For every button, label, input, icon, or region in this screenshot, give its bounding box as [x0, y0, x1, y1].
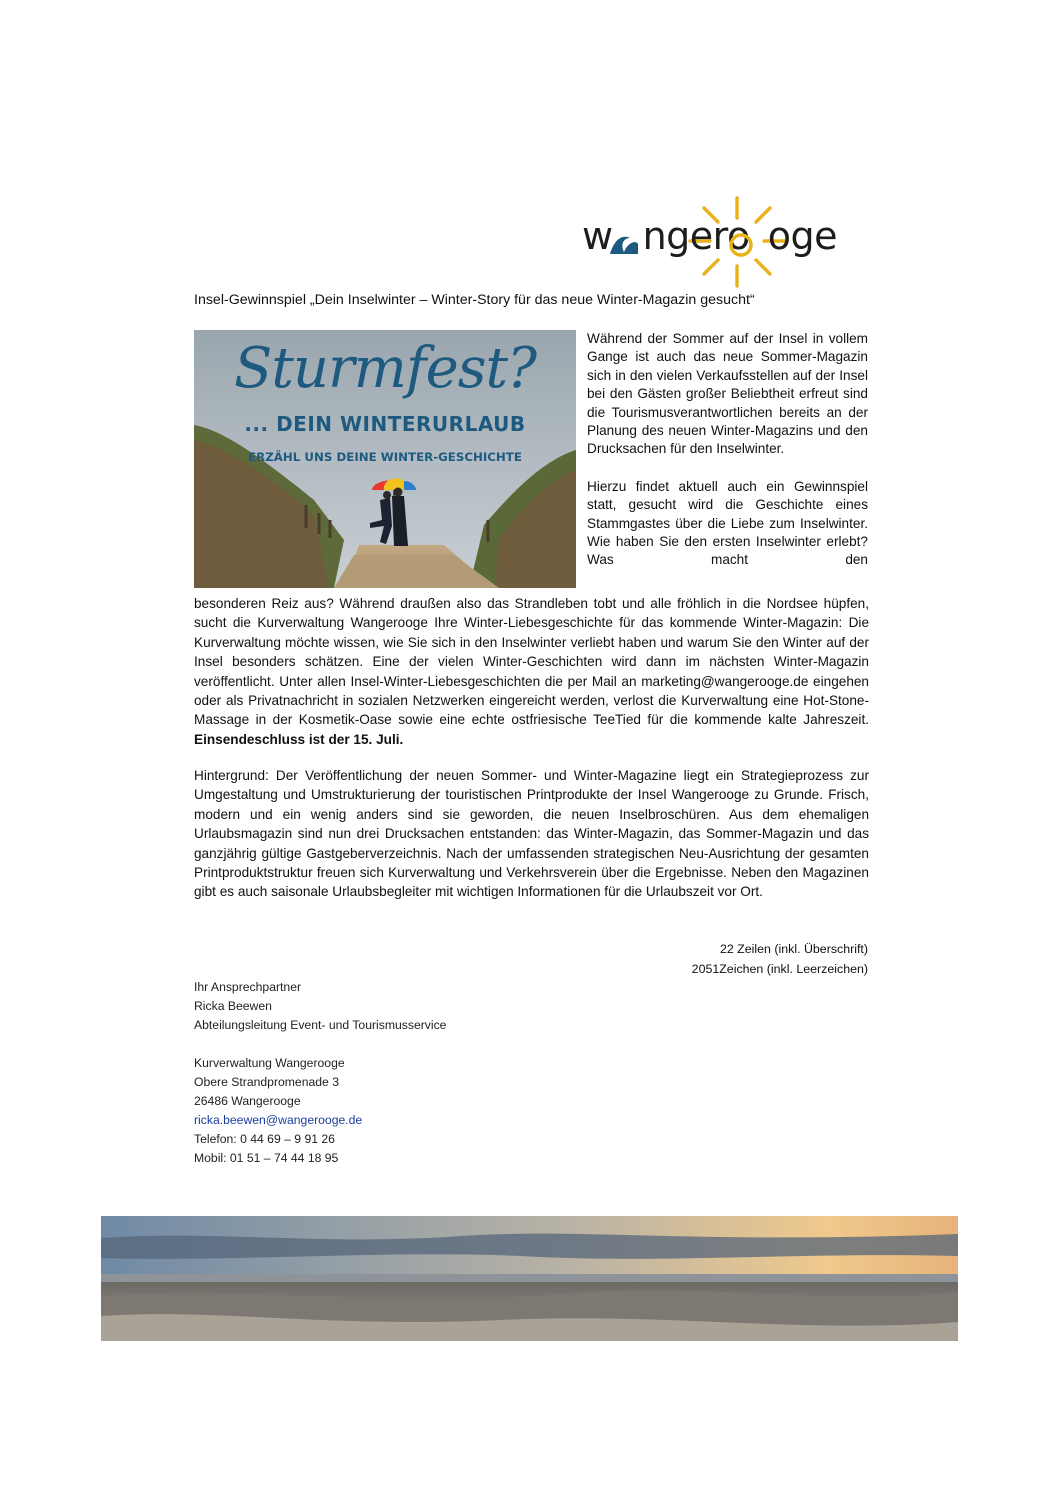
panorama-image	[101, 1216, 958, 1341]
promo-subtitle: ... DEIN WINTERURLAUB	[244, 412, 526, 436]
logo-wordmark: w ngero oge	[582, 214, 837, 258]
contact-role: Abteilungsleitung Event- und Tourismusservice	[194, 1018, 447, 1032]
contact-block	[194, 978, 594, 1168]
wave-icon	[608, 230, 640, 258]
contact-name: Ricka Beewen	[194, 999, 272, 1013]
continuation-text: besonderen Reiz aus? Während draußen also das Strandleben tobt und alle fröhlich in die Nordsee hüpfen, sucht die Kurverwaltung Wangerooge Ihre Winter-Liebesgeschichte für das kommende Winter-Magazin: Die Kurverwaltung möchte wissen, wie Sie sich in den Inselwinter verliebt haben und warum Sie den Winter auf der Insel besonders schätzen. Eine der vielen Winter-Geschichten wird dann im nächsten Winter-Magazin veröffentlicht. Unter allen Insel-Winter-Liebesgeschichten die per Mail an marketing@wangerooge.de eingehen oder als Privatnachricht in sozialen Netzwerken eingereicht werden, verlost die Kurverwaltung eine Hot-Stone-Massage in der Kosmetik-Oase sowie eine echte ostfriesische TeeTied für die kommende kalte Jahreszeit.	[194, 596, 869, 728]
contest-paragraph: Hierzu findet aktuell auch ein Gewinnspiel statt, gesucht wird die Geschichte eines Stammgastes über die Liebe zum Inselwinter. Wie haben Sie den ersten Inselwinter erlebt? Was macht den	[587, 478, 868, 568]
contact-street: Obere Strandpromenade 3	[194, 1075, 339, 1089]
line-count: 22 Zeilen (inkl. Überschrift)	[719, 942, 868, 956]
sun-disc-icon	[727, 228, 755, 258]
text-stats	[600, 940, 868, 979]
deadline-text: Einsendeschluss ist der 15. Juli.	[194, 731, 404, 747]
intro-paragraph: Während der Sommer auf der Insel in vollem Gange ist auch das neue Sommer-Magazin sich in den vielen Verkaufsstellen auf der Insel bei den Gästen großer Beliebtheit erfreut sind die Tourismusverantwortlichen bereits an der Planung des neuen Winter-Magazins und den Drucksachen für den Inselwinter.	[587, 331, 868, 457]
contact-heading: Ihr Ansprechpartner	[194, 980, 302, 994]
promo-title: Sturmfest?	[234, 336, 536, 401]
headline: Insel-Gewinnspiel „Dein Inselwinter – Winter-Story für das neue Winter-Magazin gesucht“	[194, 292, 755, 308]
char-count: 2051Zeichen (inkl. Leerzeichen)	[691, 961, 868, 976]
contact-phone: Telefon: 0 44 69 – 9 91 26	[194, 1132, 335, 1146]
contact-mobile: Mobil: 01 51 – 74 44 18 95	[194, 1151, 339, 1165]
background-paragraph	[194, 766, 869, 902]
contact-org: Kurverwaltung Wangerooge	[194, 1056, 345, 1070]
contact-city: 26486 Wangerooge	[194, 1094, 301, 1108]
contact-email-link[interactable]: ricka.beewen@wangerooge.de	[194, 1113, 363, 1127]
contest-continuation	[194, 594, 869, 749]
wangerooge-logo	[578, 194, 837, 290]
promo-tagline: ERZÄHL UNS DEINE WINTER-GESCHICHTE	[248, 450, 522, 464]
promo-image	[194, 330, 576, 588]
intro-column	[587, 330, 868, 589]
background-text: Hintergrund: Der Veröffentlichung der neuen Sommer- und Winter-Magazine liegt ein Strategieprozess zur Umgestaltung und Umstrukturierung der touristischen Printprodukte der Insel Wangerooge zu Grunde. Frisch, modern und ein wenig anders sind sie geworden, die neuen Inselbroschüren. Aus dem ehemaligen Urlaubsmagazin sind nun drei Drucksachen entstanden: das Winter-Magazin, das Sommer-Magazin und das ganzjährig gültige Gastgeberverzeichnis. Nach der umfassenden strategischen Neu-Ausrichtung der gesamten Printproduktstruktur freuen sich Kurverwaltung und Verkehrsverein über die Ergebnisse. Neben den Magazinen gibt es auch saisonale Urlaubsbegleiter mit wichtigen Informationen für die Urlaubszeit vor Ort.	[194, 768, 869, 900]
beach-sunset-panorama	[101, 1216, 958, 1341]
